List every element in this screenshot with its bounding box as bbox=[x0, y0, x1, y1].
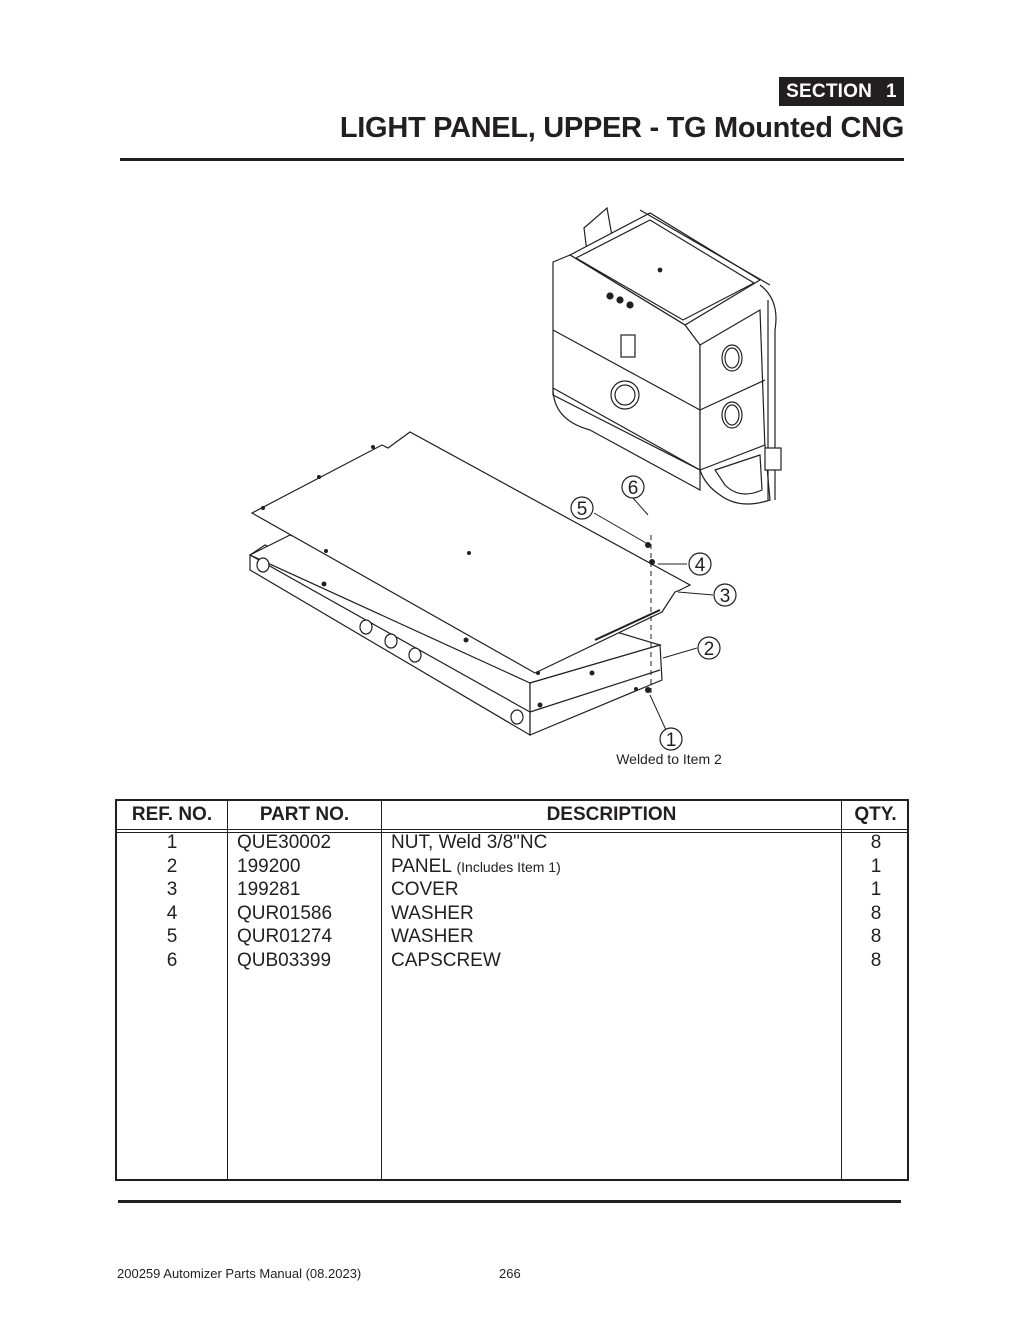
part-number-cell: QUR01274 bbox=[237, 926, 333, 947]
qty-cell: 1 bbox=[870, 879, 882, 900]
section-badge bbox=[779, 77, 904, 106]
weld-note: Welded to Item 2 bbox=[616, 751, 722, 767]
description-cell: CAPSCREW bbox=[391, 949, 501, 971]
table-row bbox=[117, 950, 907, 974]
part-number-cell: QUR01586 bbox=[237, 902, 333, 924]
table-row bbox=[117, 903, 907, 927]
callout-6 bbox=[622, 476, 644, 499]
qty-cell: 8 bbox=[870, 832, 882, 853]
footer-divider bbox=[118, 1200, 901, 1203]
qty-cell: 8 bbox=[870, 902, 882, 924]
description-cell: PANEL (Includes Item 1) bbox=[391, 855, 561, 877]
qty-cell: 8 bbox=[870, 926, 882, 947]
table-row bbox=[117, 856, 907, 880]
truck-body-illustration bbox=[553, 208, 781, 504]
parts-table bbox=[115, 799, 909, 1181]
part-number-cell: QUB03399 bbox=[237, 949, 332, 971]
table-row bbox=[117, 879, 907, 903]
part-number-cell: 199200 bbox=[237, 855, 301, 877]
page-number: 266 bbox=[499, 1266, 521, 1281]
svg-text:3: 3 bbox=[719, 586, 731, 607]
ref-cell: 6 bbox=[166, 949, 178, 971]
part-number-cell: QUE30002 bbox=[237, 832, 332, 853]
callout-4 bbox=[689, 553, 711, 576]
column-header-part: PART NO. bbox=[259, 804, 350, 825]
svg-text:2: 2 bbox=[703, 639, 715, 660]
ref-cell: 3 bbox=[166, 879, 178, 900]
callout-1 bbox=[660, 728, 682, 751]
callout-2 bbox=[698, 637, 720, 660]
column-header-qty: QTY. bbox=[854, 804, 897, 825]
qty-cell: 1 bbox=[870, 855, 882, 877]
description-cell: WASHER bbox=[391, 926, 474, 947]
description-note: (Includes Item 1) bbox=[456, 858, 561, 875]
svg-text:1: 1 bbox=[665, 730, 677, 751]
svg-text:4: 4 bbox=[694, 555, 706, 576]
section-number: 1 bbox=[886, 80, 897, 102]
description-cell: COVER bbox=[391, 879, 459, 900]
header-divider-line bbox=[117, 829, 907, 830]
part-number-cell: 199281 bbox=[237, 879, 301, 900]
section-label: SECTION bbox=[786, 80, 873, 102]
callout-3 bbox=[714, 584, 736, 607]
panel-assembly-illustration bbox=[250, 432, 690, 735]
description-cell: NUT, Weld 3/8"NC bbox=[391, 832, 548, 853]
svg-text:6: 6 bbox=[627, 478, 639, 499]
table-row bbox=[117, 926, 907, 950]
ref-cell: 5 bbox=[166, 926, 178, 947]
column-header-ref: REF. NO. bbox=[131, 804, 213, 825]
page-title: LIGHT PANEL, UPPER - TG Mounted CNG bbox=[339, 112, 904, 144]
ref-cell: 4 bbox=[166, 902, 178, 924]
ref-cell: 1 bbox=[166, 832, 178, 853]
manual-title: 200259 Automizer Parts Manual (08.2023) bbox=[117, 1266, 362, 1281]
column-header-description: DESCRIPTION bbox=[546, 804, 677, 825]
table-row bbox=[117, 832, 907, 856]
callout-5 bbox=[571, 497, 593, 520]
exploded-parts-diagram bbox=[0, 190, 1024, 780]
qty-cell: 8 bbox=[870, 949, 882, 971]
description-cell: WASHER bbox=[391, 902, 474, 924]
svg-text:5: 5 bbox=[576, 499, 588, 520]
ref-cell: 2 bbox=[166, 855, 178, 877]
header-divider bbox=[120, 158, 904, 161]
